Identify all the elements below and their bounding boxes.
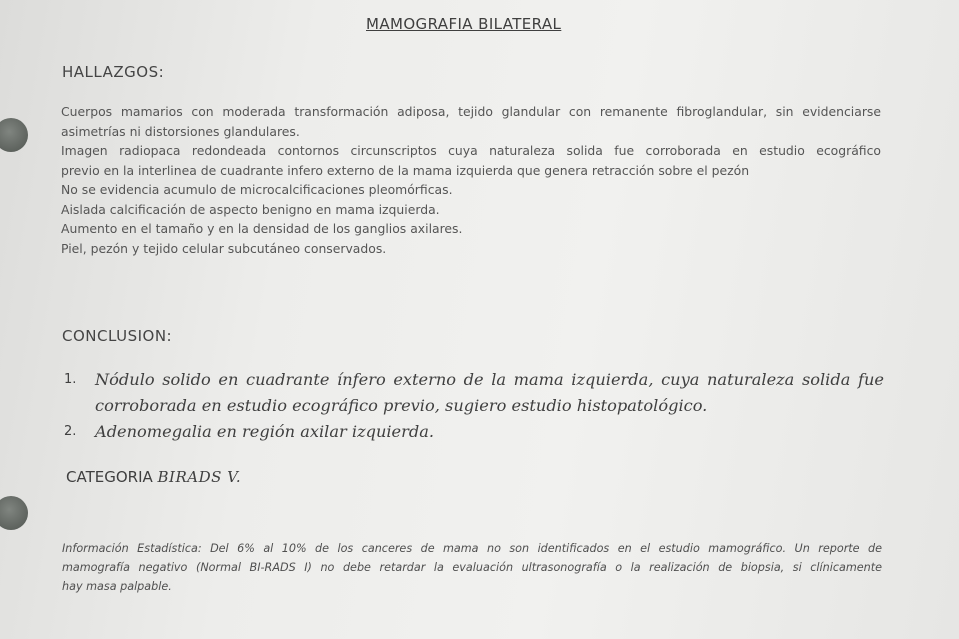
- findings-heading: HALLAZGOS:: [62, 63, 165, 81]
- statistical-footnote: [62, 539, 882, 596]
- findings-list: [61, 102, 881, 258]
- punch-hole-bottom: [0, 496, 28, 530]
- conclusion-item-number: 1.: [64, 372, 77, 387]
- findings-line: Imagen radiopaca redondeada contornos circunscriptos cuya naturaleza solida fue corroborada en estudio ecográfico: [61, 143, 881, 158]
- findings-line: asimetrías ni distorsiones glandulares.: [61, 123, 300, 139]
- conclusion-item-line: corroborada en estudio ecográfico previo, sugiero estudio histopatológico.: [95, 396, 708, 415]
- findings-line: previo en la interlinea de cuadrante infero externo de la mama izquierda que genera retracción sobre el pezón: [61, 162, 750, 178]
- category-value: BIRADS V.: [157, 468, 242, 486]
- findings-line: No se evidencia acumulo de microcalcificaciones pleomórficas.: [61, 182, 453, 197]
- conclusion-heading: CONCLUSION:: [62, 327, 173, 345]
- footnote-line: Información Estadística: Del 6% al 10% de los canceres de mama no son identificados en el estudio mamográfico. Un reporte de: [62, 542, 882, 555]
- footnote-line: mamografía negativo (Normal BI-RADS I) no debe retardar la evaluación ultrasonografía o la realización de biopsia, si clínicamente: [62, 561, 882, 574]
- conclusion-item-text: [95, 367, 884, 419]
- findings-line: Aislada calcificación de aspecto benigno en mama izquierda.: [61, 201, 440, 217]
- conclusion-item-line: Nódulo solido en cuadrante ínfero externo de la mama izquierda, cuya naturaleza solida fue: [95, 370, 884, 389]
- findings-line: Cuerpos mamarios con moderada transformación adiposa, tejido glandular con remanente fibroglandular, sin evidenciarse: [61, 104, 881, 119]
- report-title: MAMOGRAFIA BILATERAL: [366, 15, 562, 33]
- category-label: CATEGORIA: [66, 468, 153, 486]
- footnote-line: hay masa palpable.: [62, 580, 172, 593]
- conclusion-item-text: [95, 419, 884, 445]
- findings-line: Piel, pezón y tejido celular subcutáneo conservados.: [61, 240, 387, 256]
- conclusion-item: [64, 367, 884, 419]
- punch-hole-top: [0, 118, 28, 152]
- findings-line: Aumento en el tamaño y en la densidad de los ganglios axilares.: [61, 221, 463, 236]
- conclusion-list: [64, 367, 884, 445]
- conclusion-item-line: Adenomegalia en región axilar izquierda.: [95, 422, 435, 441]
- conclusion-item-number: 2.: [64, 424, 77, 439]
- birads-category: [66, 468, 241, 486]
- conclusion-item: [64, 419, 884, 445]
